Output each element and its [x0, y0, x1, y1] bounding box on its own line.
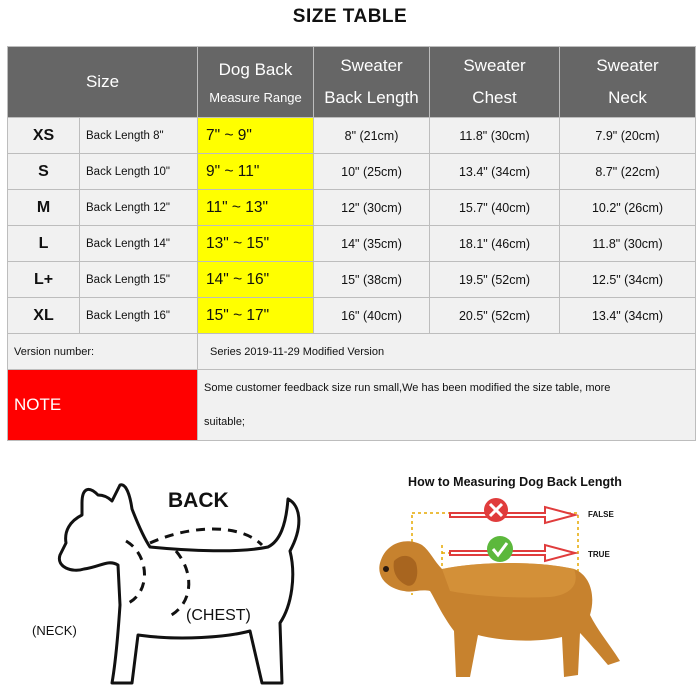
chest-cell: 18.1" (46cm): [430, 226, 560, 262]
back-label: BACK: [168, 489, 229, 512]
measure-title: How to Measuring Dog Back Length: [408, 475, 622, 489]
chest-cell: 15.7" (40cm): [430, 190, 560, 226]
note-row: [8, 370, 696, 441]
page-title: SIZE TABLE: [292, 6, 408, 27]
header-sweater-chest-line1: Sweater: [463, 55, 526, 75]
size-cell: XL: [8, 298, 80, 334]
header-sweater-chest-line2: Chest: [472, 88, 517, 107]
size-cell: L+: [8, 262, 80, 298]
table-row: [8, 118, 696, 154]
sweater-back-cell: 15" (38cm): [314, 262, 430, 298]
back-length-cell: Back Length 16": [80, 298, 198, 334]
back-length-cell: Back Length 8": [80, 118, 198, 154]
header-sweater-neck-line2: Neck: [608, 88, 647, 107]
header-dog-back-line2: Measure Range: [209, 89, 302, 105]
table-row: [8, 298, 696, 334]
table-row: [8, 262, 696, 298]
size-cell: XS: [8, 118, 80, 154]
back-length-cell: Back Length 15": [80, 262, 198, 298]
header-sweater-back-line2: Back Length: [324, 88, 419, 107]
back-length-cell: Back Length 14": [80, 226, 198, 262]
chest-cell: 13.4" (34cm): [430, 154, 560, 190]
sweater-back-cell: 8" (21cm): [314, 118, 430, 154]
sweater-back-cell: 16" (40cm): [314, 298, 430, 334]
table-row: [8, 190, 696, 226]
dog-measurement-diagram: [0, 455, 330, 700]
chest-cell: 19.5" (52cm): [430, 262, 560, 298]
measuring-illustration: [350, 465, 695, 700]
size-cell: M: [8, 190, 80, 226]
note-line-2: suitable;: [204, 416, 245, 428]
size-table: [7, 46, 696, 441]
neck-cell: 11.8" (30cm): [560, 226, 696, 262]
version-label: Version number:: [8, 334, 198, 370]
neck-label: (NECK): [32, 623, 77, 638]
version-row: [8, 334, 696, 370]
range-cell: 11" ~ 13": [198, 190, 314, 226]
header-dog-back: [198, 47, 314, 118]
header-row: [8, 47, 696, 118]
back-dash-line: [150, 529, 262, 545]
neck-cell: 8.7" (22cm): [560, 154, 696, 190]
dog-outline-path: [59, 485, 299, 683]
header-sweater-chest: [430, 47, 560, 118]
chest-cell: 11.8" (30cm): [430, 118, 560, 154]
table-row: [8, 154, 696, 190]
back-length-cell: Back Length 12": [80, 190, 198, 226]
header-sweater-back-line1: Sweater: [340, 55, 403, 75]
range-cell: 7" ~ 9": [198, 118, 314, 154]
false-label: FALSE: [588, 510, 614, 519]
neck-dash-line: [124, 541, 145, 605]
neck-cell: 12.5" (34cm): [560, 262, 696, 298]
header-sweater-neck-line1: Sweater: [596, 55, 659, 75]
true-arrow-icon: [450, 536, 575, 562]
note-text: [198, 370, 696, 441]
neck-cell: 10.2" (26cm): [560, 190, 696, 226]
range-cell: 9" ~ 11": [198, 154, 314, 190]
header-sweater-neck: [560, 47, 696, 118]
header-sweater-back: [314, 47, 430, 118]
false-arrow-icon: [450, 498, 575, 523]
back-length-cell: Back Length 10": [80, 154, 198, 190]
table-row: [8, 226, 696, 262]
size-cell: L: [8, 226, 80, 262]
chest-cell: 20.5" (52cm): [430, 298, 560, 334]
chest-label: (CHEST): [186, 607, 251, 624]
size-cell: S: [8, 154, 80, 190]
sweater-back-cell: 14" (35cm): [314, 226, 430, 262]
measure-figure: [350, 465, 695, 700]
version-value: Series 2019-11-29 Modified Version: [198, 334, 696, 370]
note-line-1: Some customer feedback size run small,We has been modified the size table, more: [204, 382, 611, 394]
range-cell: 13" ~ 15": [198, 226, 314, 262]
header-dog-back-line1: Dog Back: [218, 59, 293, 79]
range-cell: 14" ~ 16": [198, 262, 314, 298]
range-cell: 15" ~ 17": [198, 298, 314, 334]
sweater-back-cell: 10" (25cm): [314, 154, 430, 190]
note-label: NOTE: [8, 370, 198, 441]
neck-cell: 13.4" (34cm): [560, 298, 696, 334]
true-label: TRUE: [588, 550, 610, 559]
neck-cell: 7.9" (20cm): [560, 118, 696, 154]
sweater-back-cell: 12" (30cm): [314, 190, 430, 226]
header-size: Size: [8, 47, 198, 118]
